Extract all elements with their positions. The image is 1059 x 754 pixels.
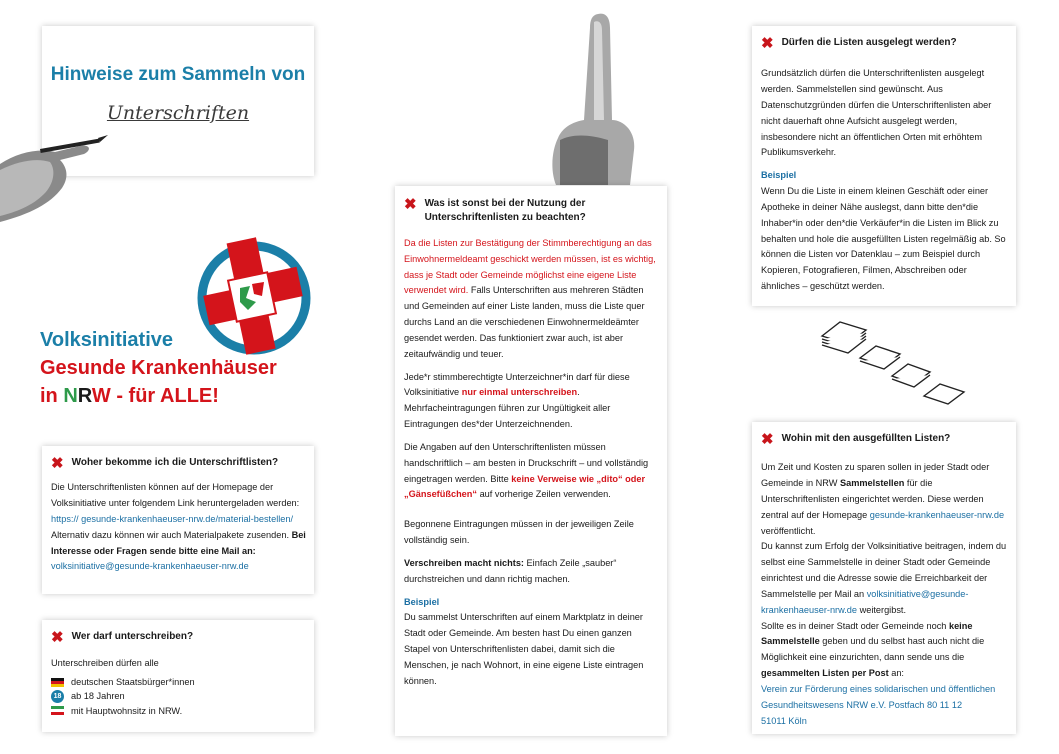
german-flag-icon [51,678,64,687]
wer-title-row [51,628,306,648]
initiative-line-1: Volksinitiative [40,329,174,351]
initiative-line-2: Gesunde Krankenhäuser [40,357,277,379]
address-line-1: Verein zur Förderung eines solidarischen und öffentlichen [761,683,996,694]
hand-with-pen-illustration [0,130,110,230]
woher-text: Die Unterschriftenlisten können auf der Homepage der Volksinitiative unter folgendem Link heruntergeladen werden: https:// gesunde-krankenhaeuser-nrw.de/material-bestellen/ Alternativ dazu können wir auch Materialpakete zusenden. Bei Interesse oder Fragen sende bitte eine Mail an: volksinitiative@gesunde-krankenhaeuser-nrw.de [51,482,306,572]
wohin-body: Um Zeit und Kosten zu sparen sollen in jeder Stadt oder Gemeinde in NRW Sammelstellen für die Unterschriftenlisten eingerichtet werden. Diese werden zentral auf der Homepage gesunde-krankenhaeuser-nrw.de veröffentlicht. Du kannst zum Erfolg der Volksinitiative beitragen, indem du selbst eine Sammelstelle in deiner Stadt oder Gemeinde einrichtest und die Adresse sowie die Erreichbarkeit der Sammelstelle per Mail an volksinitiative@gesunde-krankenhaeuser-nrw.de weitergibst. Sollte es in deiner Stadt oder Gemeinde noch keine Sammelstelle geben und du selbst hast auch nicht die Möglichkeit eine einzurichten, dann sende uns die gesammelten Listen per Post an: Verein zur Förderung eines solidarischen und öffentlichen Gesundheitswesens NRW e.V. Postfach 80 11 12 51011 Köln [761,460,1007,729]
woher-mail-link[interactable]: volksinitiative@gesunde-krankenhaeuser-nrw.de [51,561,249,572]
duerfen-body: Grundsätzlich dürfen die Unterschriftenlisten ausgelegt werden. Sammelstellen sind gewünscht. Aus Datenschutzgründen dürfen die Unterschriftenlisten aber nicht dauerhaft ohne Aufsicht ausgelegt werden, insbesondere nicht an öffentlichen Orten mit erhöhtem Publikumsverkehr. Beispiel Wenn Du die Liste in einem kleinen Geschäft oder einer Apotheke in deiner Nähe auslegst, dann bitte den*die Inhaber*in oder den*die Verkäufer*in die Listen im Blick zu behalten und hole die ausgefüllten Listen regelmäßig ab. So können die Listen vor Datenklau – zum Beispiel durch Kopieren, Fotografieren, Filmen, Abschreiben oder ähnliches – geschützt werden. [761,68,1006,292]
wohin-mail-link[interactable]: volksinitiative@gesunde-krankenhaeuser-nrw.de [761,588,969,615]
cross-icon: ✖ [761,35,774,52]
wer-card [42,620,314,732]
was-title: Was ist sonst bei der Nutzung der Unterschriftenlisten zu beachten? [424,198,586,223]
wer-intro: Unterschreiben dürfen alle [51,658,159,669]
paper-stacks-illustration [818,318,968,410]
was-title-row [404,195,658,224]
wer-list [51,675,306,718]
wohin-card [752,422,1016,734]
cross-icon: ✖ [51,629,64,646]
title-line-1: Hinweise zum Sammeln von [50,64,306,85]
material-link[interactable]: https:// gesunde-krankenhaeuser-nrw.de/material-bestellen/ [51,513,294,524]
cross-icon: ✖ [761,431,774,448]
raised-finger-illustration [548,10,640,185]
was-body: Da die Listen zur Bestätigung der Stimmberechtigung an das Einwohnermeldeamt geschickt werden müssen, ist es wichtig, dass je Stadt oder Gemeinde möglichst eine eigene Liste verwendet wird. Falls Unterschriften aus mehreren Städten und Gemeinden auf einer Liste landen, muss die Liste quer durchs Land an die verschiedenen Einwohnermeldeämter gesendet werden. Das funktioniert zwar auch, ist aber zeitaufwändig und teuer. Jede*r stimmberechtigte Unterzeichner*in darf für diese Volksinitiative nur einmal unterschreiben. Mehrfacheintragungen führen zur Ungültigkeit aller Eintragungen des*der Unterzeichnenden. Die Angaben auf den Unterschriftenlisten müssen handschriftlich – am besten in Druckschrift – und vollständig eingetragen werden. Bitte keine Verweise wie „dito“ oder „Gänsefüßchen“ auf vorherige Zeilen verwenden. Begonnene Eintragungen müssen in der jeweiligen Zeile vollständig sein. Verschreiben macht nichts: Einfach Zeile „sauber“ durchstreichen und dann richtig machen. Beispiel Du sammelst Unterschriften auf einem Marktplatz in deiner Stadt oder Gemeinde. Am besten hast Du einen ganzen Stapel von Unterschriftenlisten dabei, damit sich die Menschen, je nach Wohnort, in eine eigene Liste eintragen können. [404,238,656,686]
duerfen-title-row [761,34,1007,54]
cross-icon: ✖ [404,196,417,213]
list-item: deutschen Staatsbürger*innen [51,675,306,689]
initiative-line-3: in NRW - für ALLE! [40,385,219,407]
list-item: 18 ab 18 Jahren [51,689,306,703]
woher-title: Woher bekomme ich die Unterschriftlisten? [71,457,279,468]
nrw-flag-icon [51,706,64,715]
wohin-title-row [761,430,1007,450]
title-line-2: Unterschriften [106,102,250,124]
wohin-title: Wohin mit den ausgefüllten Listen? [781,433,951,444]
woher-card [42,446,314,594]
address-line-3: 51011 Köln [761,715,807,726]
age-18-icon: 18 [51,690,64,703]
duerfen-card [752,26,1016,306]
homepage-link[interactable]: gesunde-krankenhaeuser-nrw.de [869,509,1005,520]
cross-icon: ✖ [51,455,64,472]
address-line-2: Gesundheitswesens NRW e.V. Postfach 80 11 12 [761,699,963,710]
woher-title-row [51,454,306,474]
list-item: mit Hauptwohnsitz in NRW. [51,704,306,718]
duerfen-title: Dürfen die Listen ausgelegt werden? [781,37,957,48]
wer-title: Wer darf unterschreiben? [71,631,194,642]
was-card [395,186,667,736]
initiative-name [40,326,277,410]
